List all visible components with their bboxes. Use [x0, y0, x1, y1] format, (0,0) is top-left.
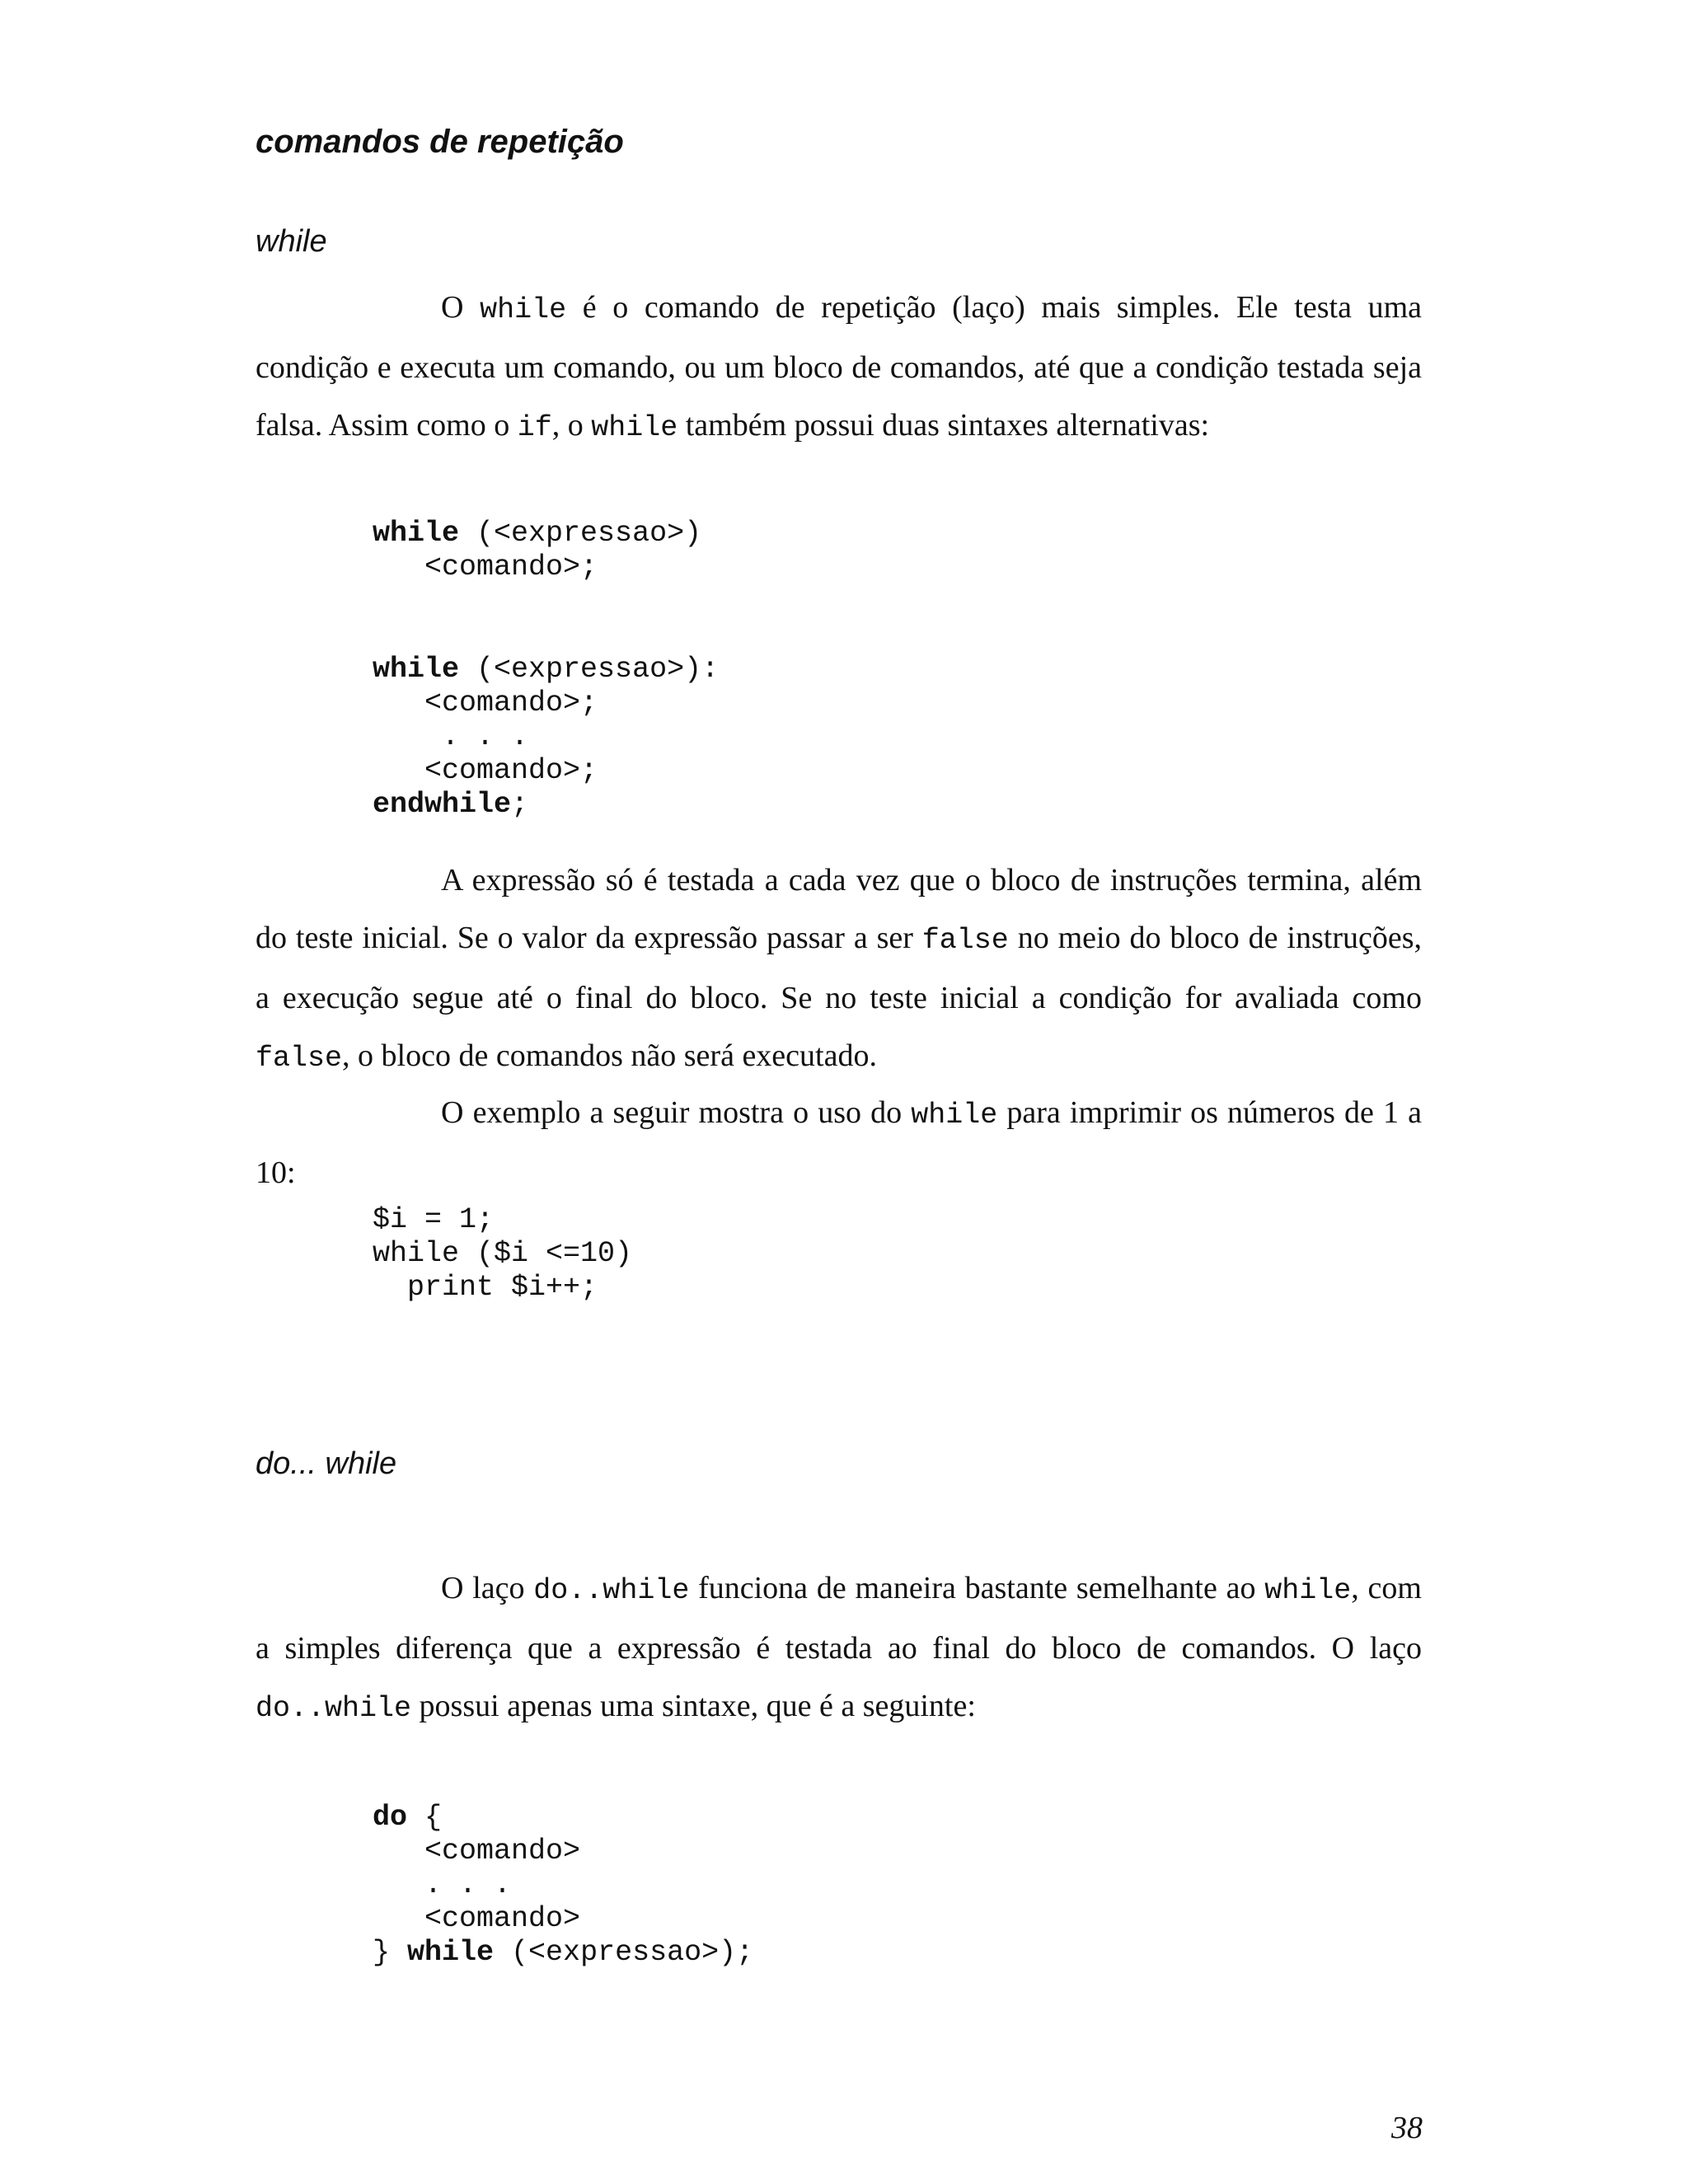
code-text: (<expressao>);	[494, 1936, 754, 1969]
while-syntax-simple	[373, 517, 701, 584]
code-text: ;	[511, 788, 529, 821]
code-text: (<expressao>)	[459, 517, 702, 550]
while-example-code: $i = 1; while ($i <=10) print $i++;	[373, 1203, 633, 1304]
subsection-title-do-while: do... while	[256, 1446, 397, 1481]
inline-code: do..while	[533, 1574, 690, 1607]
do-while-syntax	[373, 1801, 753, 1970]
text: O	[441, 290, 481, 325]
do-while-intro-paragraph	[256, 1559, 1422, 1737]
inline-code: while	[911, 1099, 998, 1132]
keyword: do	[373, 1801, 408, 1834]
keyword: while	[373, 653, 460, 686]
text: , o bloco de comandos não será executado.	[342, 1038, 877, 1073]
inline-code: if	[517, 411, 552, 444]
code-text: <comando>;	[373, 551, 598, 583]
code-text: <comando>;	[373, 687, 598, 719]
code-text: . . .	[373, 1868, 512, 1901]
code-text: (<expressao>):	[459, 653, 720, 686]
text: , com a simples diferença que a expressão é testada ao final do bloco de comandos. O laço	[256, 1571, 1422, 1666]
text: funciona de maneira bastante semelhante ao	[689, 1571, 1265, 1605]
text: O exemplo a seguir mostra o uso do	[441, 1095, 912, 1130]
text: A expressão só é testada a cada vez que o bloco de instruções termina, além do teste inicial. Se o valor da expressão passar a ser	[256, 863, 1422, 955]
text: também possui duas sintaxes alternativas:	[678, 408, 1210, 443]
code-text: }	[373, 1936, 408, 1969]
code-text: <comando>	[373, 1902, 581, 1935]
while-intro-paragraph	[256, 279, 1422, 457]
inline-code: while	[591, 411, 678, 444]
keyword: while	[407, 1936, 495, 1969]
while-syntax-block	[373, 653, 719, 822]
inline-code: false	[921, 924, 1009, 957]
while-example-intro	[256, 1084, 1422, 1202]
text: é o comando de repetição (laço) mais simples. Ele testa uma condição e executa um comando, ou um bloco de comandos, até que a condição testada seja falsa. Assim como o	[256, 290, 1422, 443]
code-text: <comando>	[373, 1835, 581, 1868]
text: para imprimir os números de 1 a 10:	[256, 1095, 1423, 1190]
code-text: <comando>;	[373, 754, 598, 787]
keyword: endwhile	[373, 788, 512, 821]
inline-code: do..while	[256, 1692, 412, 1725]
text: , o	[551, 408, 592, 443]
keyword: while	[373, 517, 460, 550]
text: no meio do bloco de instruções, a execução segue até o final do bloco. Se no teste inicial a condição for avaliada como	[256, 921, 1422, 1015]
text: possui apenas uma sintaxe, que é a seguinte:	[411, 1689, 976, 1723]
inline-code: while	[1264, 1574, 1352, 1607]
code-text: {	[407, 1801, 443, 1834]
subsection-title-while: while	[256, 224, 327, 259]
text: O laço	[441, 1571, 534, 1605]
page-number: 38	[1391, 2111, 1423, 2145]
section-heading: comandos de repetição	[256, 124, 624, 160]
inline-code: while	[480, 293, 567, 326]
code-text: . . .	[373, 720, 529, 753]
inline-code: false	[256, 1042, 343, 1075]
while-explain-paragraph	[256, 851, 1422, 1087]
